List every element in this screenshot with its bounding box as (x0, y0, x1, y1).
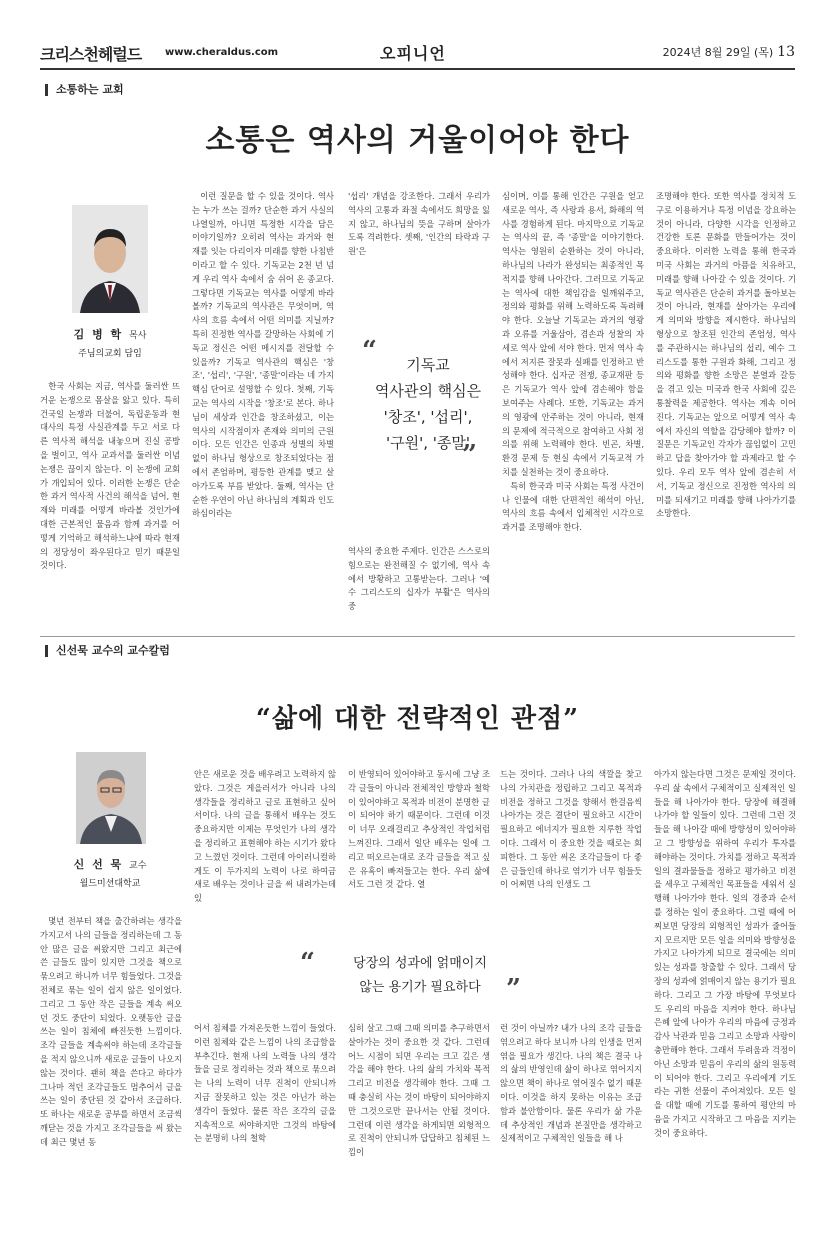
date-text: 2024년 8월 29일 (목) (662, 46, 774, 59)
article1-column-4: 심이며, 이를 통해 인간은 구원을 얻고 새로운 역사, 즉 사랑과 용서, 화해의 역사를 경험하게 된다. 마지막으로 기독교는 역사의 끝, 즉 '종말'을 이야기한다. 역사는 영원히 순환하는 것이 아니라, 하나님의 나라가 완성되는 최종적인 목적지를 향해 나아간다. 그러므로 기독교는 역사에 대한 책임감을 일깨워주고, 정의와 평화를 위해 노력하도록 독려해야 한다. 오늘날 기독교는 과거의 영광과 오류를 거울삼아, 겸손과 성찰의 자세로 역사 앞에 서야 한다. 먼저 역사 속에서 저지른 잘못과 실패를 인정하고 반성해야 한다. 십자군 전쟁, 종교재판 등은 기독교가 역사 앞에 겸손해야 함을 보여주는 사례다. 또한, 기독교는 과거의 영광에 안주하는 것이 아니라, 현재의 문제에 적극적으로 참여하고 사회 정의를 위해 노력해야 한다. 빈곤, 차별, 환경 문제 등 현실 속에서 기독교적 가치를 실천하는 것이 중요하다. 특히 한국과 미국 사회는 특정 사건이나 인물에 대한 단편적인 해석이 아닌, 역사의 흐름 속에서 입체적인 시각으로 과거를 조명해야 한다. (502, 191, 644, 533)
section-divider (40, 636, 795, 637)
article2-column-3-bottom: 심히 살고 그때 그때 의미를 추구하면서 살아가는 것이 중요한 것 같다. 그런데 어느 시점이 되면 우리는 크고 깊은 생각을 해야 한다. 나의 삶의 가치와 목적 그리고 비전을 생각해야 한다. 그때 그때 충실히 사는 것이 바탕이 되어야하지만 그것으로만 끝나서는 안될 것이다. 그런데 이런 생각을 하게되면 외형적으로 진척이 안되니까 답답하고 침체된 느낌이 (348, 1023, 490, 1158)
author-photo-shin (76, 752, 146, 844)
article2-column-2-top: 안은 새로운 것을 배우려고 노력하지 않았다. 그것은 게을러서가 아니라 나의 생각들을 정리하고 글로 표현하고 싶어서이다. 나의 글을 통해서 배우는 것도 중요하지만 이제는 무엇인가 나의 생각을 정리하고 표현해야 하는 시기가 왔다고 느꼈던 것이다. 그런데 아이러니컬하게도 이 두가지의 노력이 나로 하여금 새로 배우는 것이나 글을 써 내려가는데 있 (194, 769, 336, 904)
author2-name: 신 선 묵 (73, 858, 124, 871)
close-quote-icon: ” (506, 974, 521, 1004)
article1-column-3-bottom: 역사의 중요한 주제다. 인간은 스스로의 힘으로는 완전해질 수 없기에, 역사 속에서 방황하고 고통받는다. 그러나 '예수 그리스도의 십자가 부활'은 역사의 중 (348, 546, 490, 612)
article2-column-4-top: 드는 것이다. 그러나 나의 색깔을 찾고 나의 가치관을 정립하고 그리고 목적과 비전을 정하고 그것을 향해서 한걸음씩 나아가는 것은 결단이 필요하고 시간이 필요하고 에너지가 필요한 지루한 작업이다. 그래서 이 중요한 것을 때로는 회피한다. 그 동안 써온 조각글들이 다 좋은 글들인데 하나로 엮기가 너무 힘들듯이 어쩌면 나의 인생도 그 (500, 769, 642, 890)
article2-column-5: 아가지 않는다면 그것은 문제일 것이다. 우리 삶 속에서 구체적이고 실제적인 일들을 해 나아가야 한다. 당장에 해결해나가야 할 일들이 있다. 그런데 그런 것들을 해 나아갈 때에 방향성이 있어야하고 그 방향성을 위하여 우리가 투자를 해야하는 것이다. 가치를 정하고 목적과 일의 결과물들을 정하고 평가하고 비전을 세우고 구체적인 목표들을 세워서 실행해 나아가야 한다. 일의 경중과 순서를 정하는 일이 중요하다. 그럴 때에 어찌보면 당장의 외형적인 성과가 줄어들지 모르지만 모든 일을 의미와 방향성을 가지고 나아가게 되므로 결국에는 의미있는 성과를 창출할 수 있다. 그래서 당장의 성과에 얽매이지 않는 용기가 필요하다. 그리고 그 가장 바탕에 무엇보다도 우리의 마음을 지켜야 한다. 하나님 은혜 앞에 나아가 우리의 마음에 긍정과 감사 낙관과 믿음 그리고 소망과 사랑이 충만해야 한다. 그래서 두려움과 걱정이 아닌 소망과 믿음이 우리의 삶의 원동력이 되어야 한다. 그리고 우리에게 기도라는 귀한 선물이 주어져있다. 모든 일을 대할 때에 기도를 통하여 평안의 마음을 가지고 시작하고 그 마음을 지키는 것이 중요하다. (654, 769, 796, 1138)
author1-byline (40, 326, 180, 359)
page-number: 13 (777, 44, 795, 60)
newspaper-logo: 크리스천헤럴드 (40, 45, 142, 64)
author1-role: 목사 (129, 331, 147, 341)
article1-headline: 소통은 역사의 거울이어야 한다 (205, 123, 630, 158)
article1-column-5: 조명해야 한다. 또한 역사를 정치적 도구로 이용하거나 특정 이념을 강요하는 것이 아니라, 다양한 시각을 인정하고 건강한 토론 문화를 만들어가는 것이 중요하다. 이러한 노력을 통해 한국과 미국 사회는 과거의 아픔을 치유하고, 미래를 향해 나아갈 수 있을 것이다. 기독교 역사관은 단순히 과거를 돌아보는 것이 아니라, 현재를 살아가는 우리에게 의미와 방향을 제시한다. 하나님의 형상으로 창조된 인간의 존엄성, 역사를 주관하시는 하나님의 섭리, 예수 그리스도를 통한 구원과 화해, 그리고 정의와 평화를 향한 소망은 분열과 갈등을 겪고 있는 미국과 한국 사회에 깊은 통찰력을 제공한다. 역사는 계속 이어진다. 기독교는 앞으로 어떻게 역사 속에서 자신의 역할을 감당해야 할까? 이 질문은 기독교인 각자가 끊임없이 고민하고 답을 찾아가야 할 과제라고 할 수 있다. 우리 모두 역사 앞에 겸손히 서서, 기독교 정신으로 진정한 역사의 의미를 되새기고 미래를 향해 나아가기를 소망한다. (656, 191, 796, 519)
author2-org: 월드미션대학교 (79, 879, 141, 889)
article1-column-1: 한국 사회는 지금, 역사를 둘러싼 뜨거운 논쟁으로 몸살을 앓고 있다. 특히 건국일 논쟁과 더불어, 독립운동과 현대사의 특정 사실관계를 두고 서로 다른 역사적 해석을 내놓으며 진실 공방을 벌이고, 역사 교과서를 둘러싼 이념 논쟁은 끊이지 않는다. 이 논쟁에 교회가 개입되어 있다. 이러한 논쟁은 단순한 과거 역사적 사건의 해석을 넘어, 현재와 미래를 어떻게 바라볼 것인가에 대한 근본적인 물음과 함께 과거를 어떻게 기억하고 해석하느냐에 따라 현재의 정당성이 좌우된다고 믿기 때문일 것이다. (40, 381, 180, 571)
open-quote-icon: “ (300, 948, 315, 978)
author2-byline (40, 856, 180, 889)
article1-column-2: 이런 질문을 할 수 있을 것이다. 역사는 누가 쓰는 걸까? 단순한 과거 사실의 나열일까, 아니면 특정한 시각을 담은 이야기일까? 오히려 역사는 과거와 현재를 잇는 다리이자 미래를 향한 나침반이라고 할 수 있다. 기독교는 2천 년 넘게 우리 역사 속에서 숨 쉬어 온 종교다. 그렇다면 기독교는 역사를 어떻게 바라볼까? 기독교의 역사관은 무엇이며, 역사의 흐름 속에서 어떤 의미를 지닐까? 특히 진정한 역사를 갈망하는 사회에 기독교 정신은 어떤 메시지를 전달할 수 있을까? 기독교 역사관의 핵심은 '창조', '섭리', '구원', '종말'이라는 네 가지 핵심 단어로 설명할 수 있다. 첫째, 기독교는 역사의 시작을 '창조'로 본다. 하나님이 세상과 인간을 창조하셨고, 이는 역사의 시작점이자 존재와 의미의 근원이다. 모든 인간은 인종과 성별의 차별 없이 하나님 형상으로 창조되었다는 점에서 존엄하며, 평등한 관계를 맺고 살아가도록 부름 받았다. 둘째, 역사는 단순한 우연이 아닌 하나님의 계획과 인도하심이라는 (192, 191, 334, 519)
article2-column-2-bottom: 어서 침체를 가져온듯한 느낌이 들었다. 이런 침체와 같은 느낌이 나의 조급함을 부추긴다. 현재 나의 노력들 나의 생각들을 글로 정리하는 것과 책으로 묶으려는 나의 노력이 너무 진척이 안되니까 지금 잘못하고 있는 것은 아닌가 하는 생각이 들었다. 물론 작은 조각의 글을 지속적으로 써야하지만 그것의 바탕에는 분명히 나의 철학 (194, 1023, 336, 1144)
article2-column-4-bottom: 런 것이 아닐까? 내가 나의 조각 글들을 엮으려고 하다 보니까 나의 인생을 먼저 엮을 필요가 생긴다. 나의 책은 결국 나의 삶의 반영인데 삶이 하나로 엮어지지 않으면 책이 하나로 엮어질수 없기 때문이다. 이것을 하지 못하는 이유는 조급함과 불안함이다. 물론 우리가 삶 가운데 추상적인 개념과 본질만을 생각하고 실제적이고 구체적인 일들을 해 나 (500, 1023, 642, 1144)
section-title: 오피니언 (380, 44, 446, 63)
issue-date (663, 44, 795, 60)
open-quote-icon: “ (362, 336, 377, 366)
article1-kicker: 소통하는 교회 (45, 84, 124, 96)
article2-column-1: 몇년 전부터 책을 출간하려는 생각을 가지고서 나의 글들을 정리하는데 그 동안 많은 글을 써왔지만 그리고 최근에 쓴 글들도 많이 있지만 그것을 책으로 묶으려고 하니까 너무 힘들었다. 그것을 전체로 묶는 일이 쉽지 않은 일이었다. 그리고 그 동안 작은 글들을 계속 써오던 것도 중단이 되었다. 오랫동안 글을 쓰는 일이 침체에 빠진듯한 느낌이다. 조각 글들을 계속써야 하는데 조각글들을 적지 않으니까 새로운 글들이 나오지 않는 것이다. 괜히 책을 쓴다고 하다가 그나마 적던 조각글들도 멈추어서 글을 쓰는 일이 중단된 것 같아서 조급하다. 또 하나는 새로운 공부를 하면서 조금씩 깨닫는 것을 가지고 조각글들을 써 왔는데 최근 몇년 동 (40, 916, 182, 1147)
author1-name: 김 병 학 (73, 328, 124, 341)
article2-kicker: 신선묵 교수의 교수칼럼 (45, 645, 170, 657)
article2-pullquote: 당장의 성과에 얽매이지 않는 용기가 필요하다 (353, 956, 487, 995)
website-url[interactable]: www.cheraldus.com (165, 47, 279, 58)
article1-column-3-top: '섭리' 개념을 강조한다. 그래서 우리가 역사의 고통과 좌절 속에서도 희망을 잃지 않고, 하나님의 뜻을 구하며 살아가도록 격려한다. 셋째, '인간의 타락과 구원'은 (348, 191, 490, 257)
masthead (40, 38, 795, 70)
article2-column-3-top: 이 반영되어 있어야하고 동시에 그냥 조각 글들이 아니라 전체적인 방향과 철학이 있어야하고 목적과 비전이 분명한 글이 되어야 하기 때문이다. 그런데 이것이 너무 오래걸리고 추상적인 작업처럼 느껴진다. 그래서 일단 배우는 일에 그리고 떠오르는대로 조각 글들을 적고 싶은 유혹이 빠져들고는 한다. 우리 삶에서도 그런 것 같다. 열 (348, 769, 490, 890)
article2-headline: “삶에 대한 전략적인 관점” (255, 704, 580, 734)
author1-org: 주님의교회 담임 (78, 349, 142, 359)
author-photo-kim (72, 205, 148, 313)
article1-pullquote: 기독교 역사관의 핵심은 '창조', '섭리', '구원', '종말' (374, 356, 482, 452)
close-quote-icon: ” (462, 440, 477, 470)
author2-role: 교수 (129, 861, 147, 871)
